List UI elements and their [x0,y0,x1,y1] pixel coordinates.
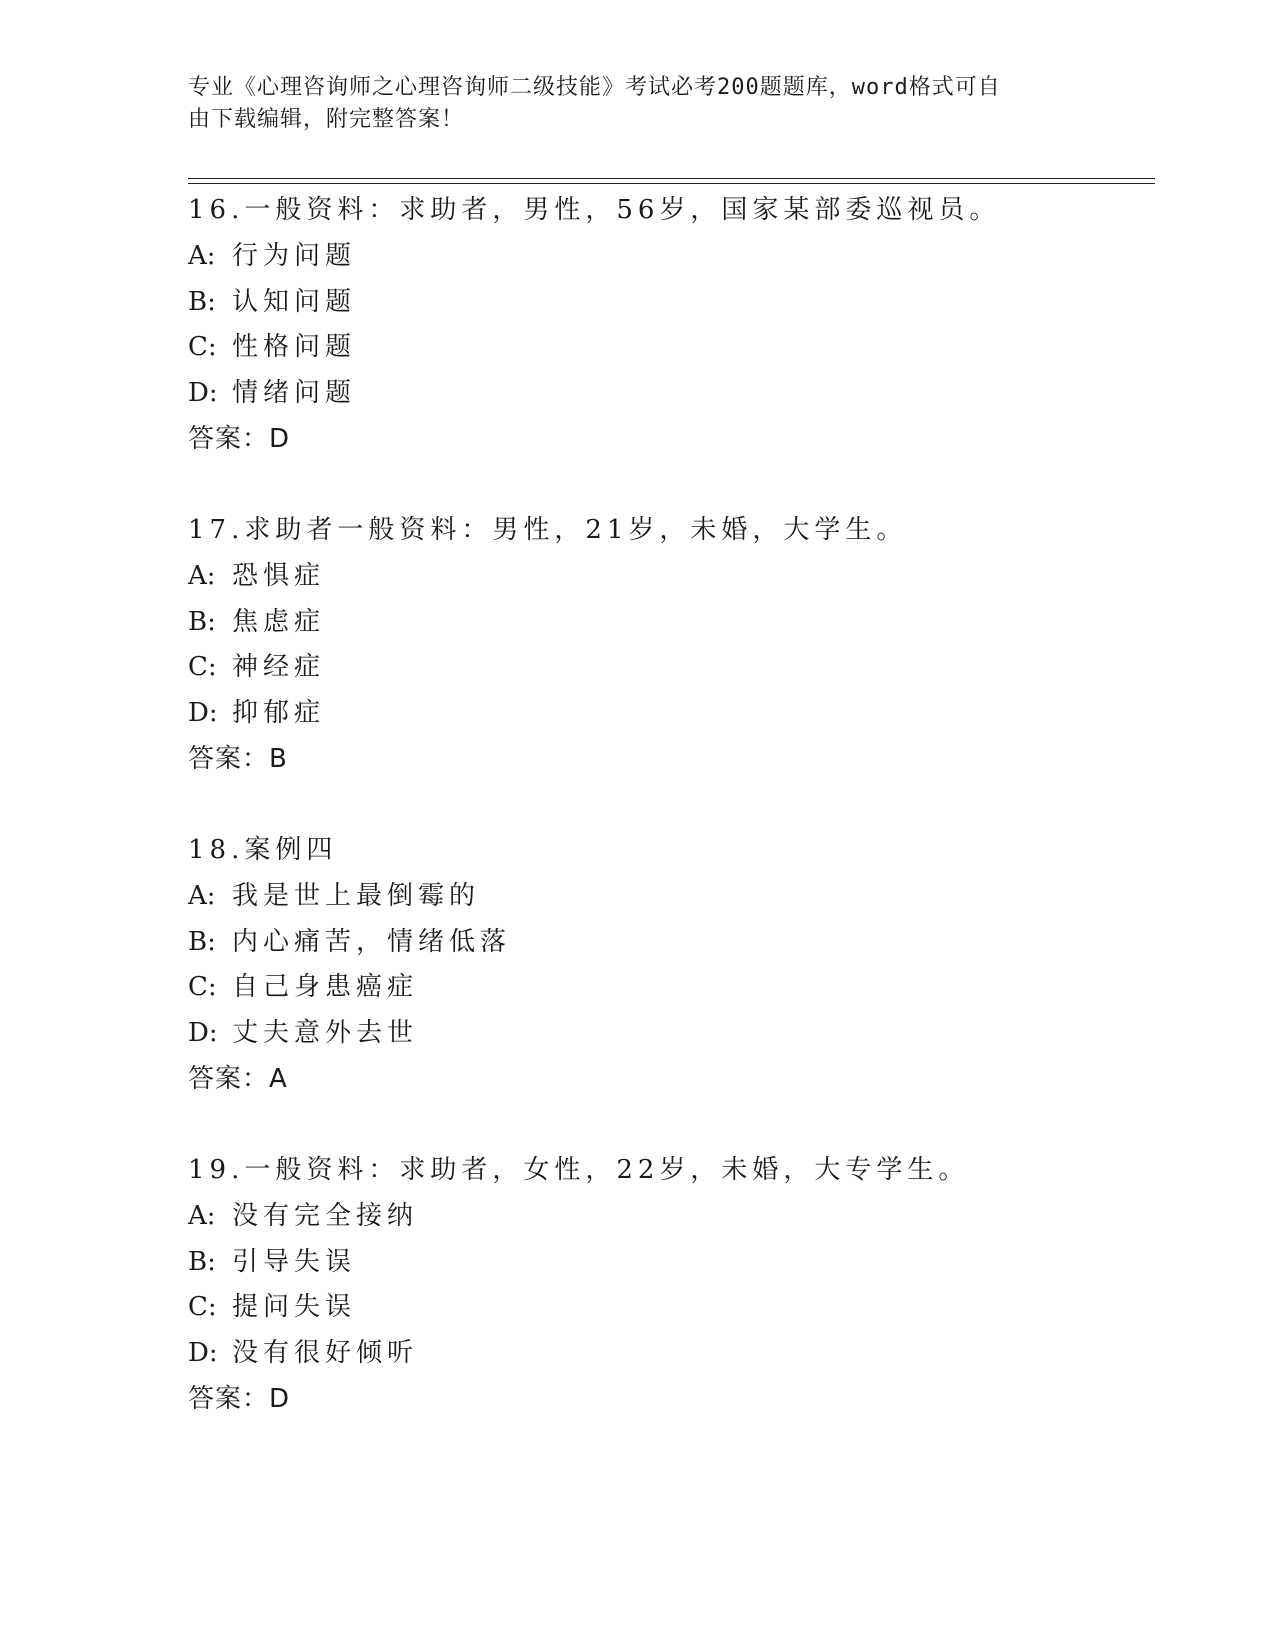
option-text: 恐惧症 [232,560,326,591]
option-text: 神经症 [232,652,326,683]
option-b [188,920,1148,966]
option-text: 认知问题 [232,286,357,317]
option-text: 我是世上最倒霉的 [232,880,481,911]
option-key: C: [188,332,217,363]
option-key: A: [188,560,216,591]
answer-line: 答案：D [188,1383,291,1414]
option-c [188,325,1148,371]
option-key: D: [188,1338,218,1369]
option-text: 自己身患癌症 [232,972,419,1003]
question-17 [188,508,1148,828]
header-line-1: 专业《心理咨询师之心理咨询师二级技能》考试必考200题题库，word格式可自 [188,75,1001,100]
header-divider-top [188,178,1155,179]
answer-line: 答案：B [188,743,288,774]
question-stem: 19.一般资料：求助者，女性，22岁，未婚，大专学生。 [188,1155,970,1185]
header-line-2: 由下载编辑，附完整答案！ [188,107,465,132]
question-stem: 18.案例四 [188,835,338,865]
option-a [188,234,1148,280]
option-text: 丈夫意外去世 [232,1018,419,1049]
option-a [188,874,1148,920]
option-text: 引导失误 [232,1246,357,1277]
option-d [188,371,1148,417]
question-stem: 16.一般资料：求助者，男性，56岁，国家某部委巡视员。 [188,195,1001,225]
option-text: 情绪问题 [232,378,357,409]
option-a [188,1194,1148,1240]
option-key: B: [188,1246,216,1277]
option-d [188,691,1148,737]
document-header [188,72,1068,136]
option-key: C: [188,1292,217,1323]
option-key: A: [188,240,216,271]
option-c [188,1285,1148,1331]
option-key: A: [188,1200,216,1231]
option-a [188,554,1148,600]
option-key: A: [188,880,216,911]
option-b [188,280,1148,326]
option-key: B: [188,286,216,317]
option-text: 抑郁症 [232,698,326,729]
option-key: D: [188,1018,218,1049]
option-text: 焦虑症 [232,606,326,637]
option-key: C: [188,972,217,1003]
option-text: 行为问题 [232,240,357,271]
answer-line: 答案：A [188,1063,288,1094]
answer-line: 答案：D [188,423,291,454]
header-divider-bottom [188,183,1155,184]
option-key: D: [188,378,218,409]
option-text: 提问失误 [232,1292,357,1323]
option-d [188,1011,1148,1057]
option-key: B: [188,926,216,957]
option-b [188,1240,1148,1286]
option-text: 没有很好倾听 [232,1338,419,1369]
question-16 [188,188,1148,508]
option-d [188,1331,1148,1377]
option-text: 性格问题 [232,332,357,363]
option-key: B: [188,606,216,637]
question-list [188,188,1148,1468]
option-text: 内心痛苦，情绪低落 [232,926,512,957]
question-18 [188,828,1148,1148]
question-19 [188,1148,1148,1468]
option-key: C: [188,652,217,683]
option-text: 没有完全接纳 [232,1200,419,1231]
option-c [188,645,1148,691]
option-b [188,600,1148,646]
option-c [188,965,1148,1011]
question-stem: 17.求助者一般资料：男性，21岁，未婚，大学生。 [188,515,908,545]
option-key: D: [188,698,218,729]
